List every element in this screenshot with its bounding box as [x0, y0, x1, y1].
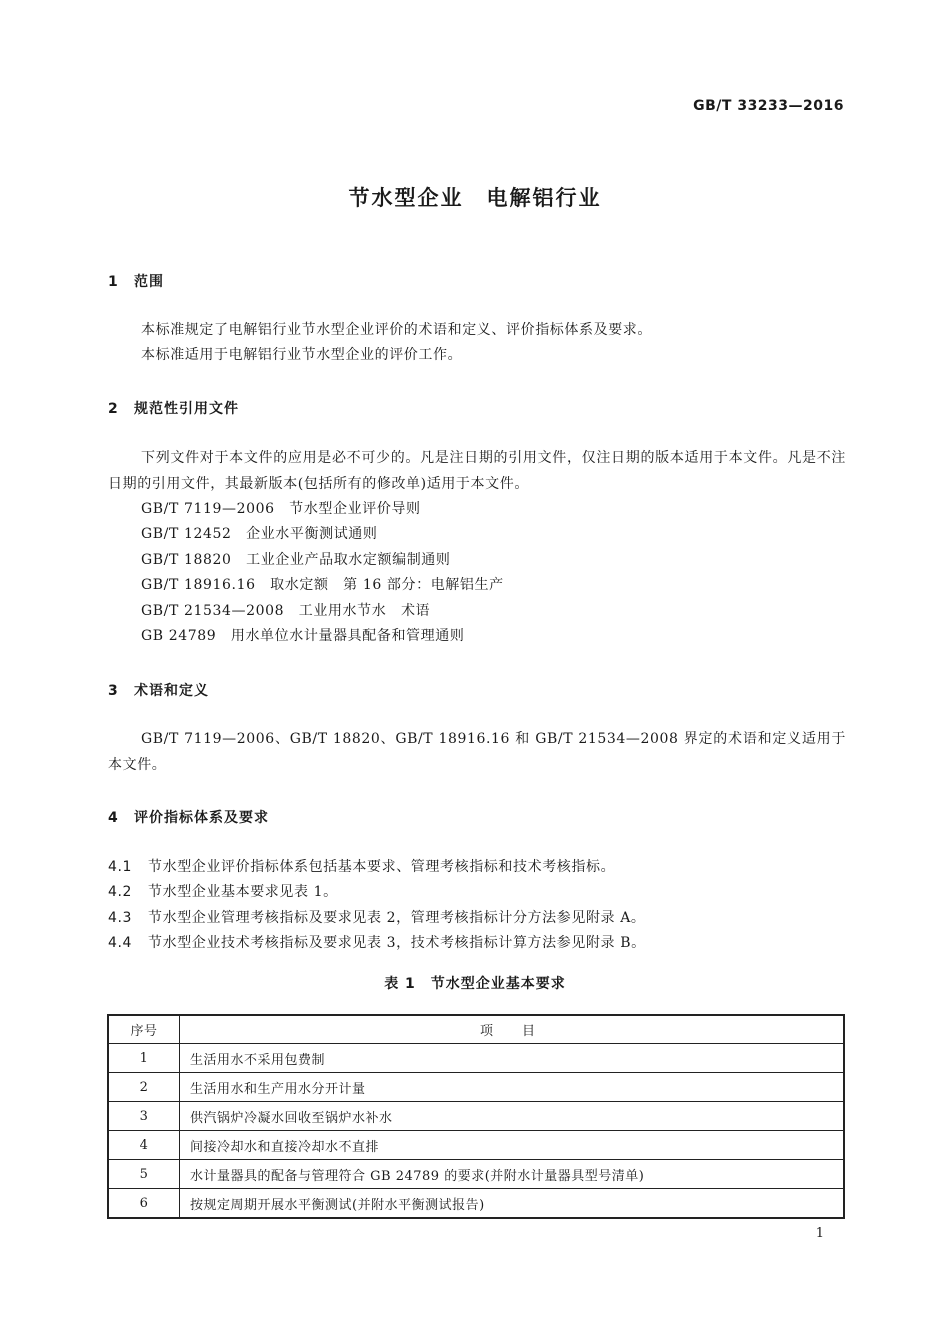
clause-text: 节水型企业评价指标体系包括基本要求、管理考核指标和技术考核指标。 — [148, 859, 616, 875]
row-item: 供汽锅炉冷凝水回收至锅炉水补水 — [180, 1102, 845, 1131]
clause-4-1 — [108, 855, 615, 881]
table-row — [108, 1131, 844, 1160]
section-title: 规范性引用文件 — [134, 401, 239, 417]
clause-number: 4.3 — [108, 910, 133, 926]
reference-item: GB/T 18820 工业企业产品取水定额编制通则 — [141, 552, 451, 568]
clause-4-3 — [108, 906, 646, 932]
clause-text: 节水型企业基本要求见表 1。 — [148, 884, 338, 900]
section-2-intro: 下列文件对于本文件的应用是必不可少的。凡是注日期的引用文件，仅注日期的版本适用于本文件。凡是不注日期的引用文件，其最新版本(包括所有的修改单)适用于本文件。 — [108, 450, 846, 492]
section-number: 3 — [108, 683, 119, 699]
row-item: 按规定周期开展水平衡测试(并附水平衡测试报告) — [180, 1189, 845, 1219]
clause-text: 节水型企业技术考核指标及要求见表 3，技术考核指标计算方法参见附录 B。 — [148, 935, 646, 951]
section-number: 4 — [108, 810, 119, 826]
section-number: 2 — [108, 401, 119, 417]
table-row — [108, 1073, 844, 1102]
row-item: 间接冷却水和直接冷却水不直排 — [180, 1131, 845, 1160]
section-1-paragraph-2: 本标准适用于电解铝行业节水型企业的评价工作。 — [141, 347, 463, 363]
row-number: 1 — [108, 1044, 180, 1073]
section-2-heading — [108, 398, 239, 418]
table-header-row — [108, 1015, 844, 1044]
reference-item: GB/T 21534—2008 工业用水节水 术语 — [141, 603, 431, 619]
table-1-caption: 表 1 节水型企业基本要求 — [384, 976, 566, 992]
clause-number: 4.1 — [108, 859, 133, 875]
clause-4-2 — [108, 880, 338, 906]
column-header-item: 项 目 — [180, 1015, 845, 1044]
document-title: 节水型企业 电解铝行业 — [348, 186, 602, 210]
row-number: 4 — [108, 1131, 180, 1160]
row-item: 生活用水不采用包费制 — [180, 1044, 845, 1073]
section-title: 术语和定义 — [134, 683, 209, 699]
reference-item: GB/T 7119—2006 节水型企业评价导则 — [141, 501, 421, 517]
section-1-heading — [108, 271, 164, 291]
table-row — [108, 1102, 844, 1131]
section-1-paragraph-1: 本标准规定了电解铝行业节水型企业评价的术语和定义、评价指标体系及要求。 — [141, 322, 652, 338]
basic-requirements-table — [107, 1014, 845, 1219]
section-title: 范围 — [134, 274, 164, 290]
section-4-heading — [108, 807, 269, 827]
clause-number: 4.4 — [108, 935, 133, 951]
row-number: 6 — [108, 1189, 180, 1219]
section-title: 评价指标体系及要求 — [134, 810, 269, 826]
row-item: 水计量器具的配备与管理符合 GB 24789 的要求(并附水计量器具型号清单) — [180, 1160, 845, 1189]
row-item: 生活用水和生产用水分开计量 — [180, 1073, 845, 1102]
clause-number: 4.2 — [108, 884, 133, 900]
table-row — [108, 1044, 844, 1073]
reference-item: GB 24789 用水单位水计量器具配备和管理通则 — [141, 628, 465, 644]
row-number: 5 — [108, 1160, 180, 1189]
table-row — [108, 1160, 844, 1189]
section-3-heading — [108, 680, 209, 700]
row-number: 3 — [108, 1102, 180, 1131]
section-number: 1 — [108, 274, 119, 290]
section-3-text: GB/T 7119—2006、GB/T 18820、GB/T 18916.16 和 GB/T 21534—2008 界定的术语和定义适用于本文件。 — [108, 731, 846, 773]
page-number: 1 — [815, 1226, 824, 1241]
standard-code: GB/T 33233—2016 — [693, 98, 844, 114]
reference-item: GB/T 18916.16 取水定额 第 16 部分：电解铝生产 — [141, 577, 504, 593]
clause-text: 节水型企业管理考核指标及要求见表 2，管理考核指标计分方法参见附录 A。 — [148, 910, 646, 926]
column-header-number: 序号 — [108, 1015, 180, 1044]
row-number: 2 — [108, 1073, 180, 1102]
clause-4-4 — [108, 931, 646, 957]
table-row — [108, 1189, 844, 1219]
reference-item: GB/T 12452 企业水平衡测试通则 — [141, 526, 378, 542]
